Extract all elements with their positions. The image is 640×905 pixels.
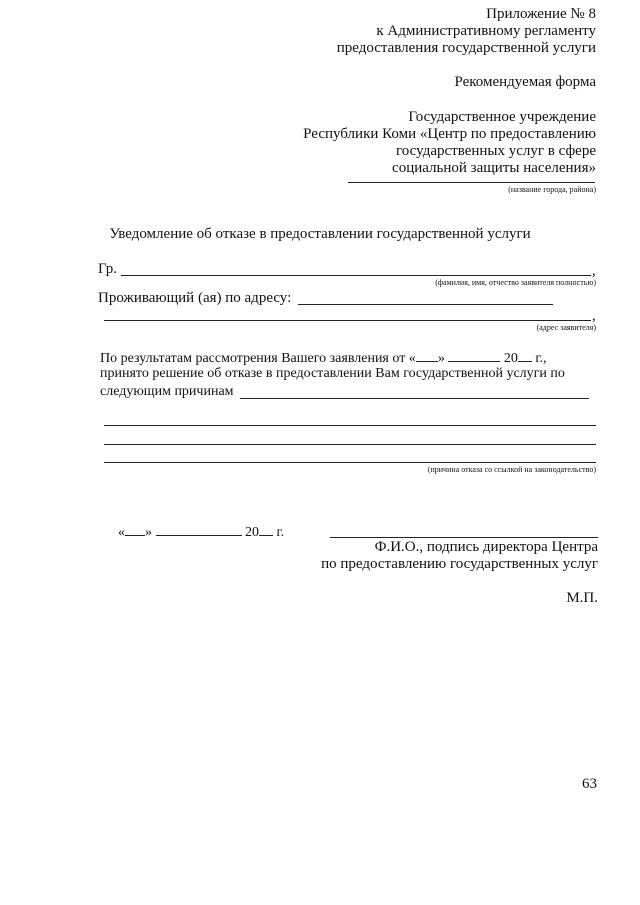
reason-line-4 [104, 462, 596, 463]
regulation-line-1: к Административному регламенту [376, 23, 596, 39]
seal-label: М.П. [566, 590, 598, 606]
citizen-label: Гр. [98, 261, 117, 277]
director-center-label: по предоставлению государственных услуг [321, 556, 598, 572]
body-line-3-label: следующим причинам [100, 384, 234, 399]
month-field [448, 349, 500, 362]
signature-line [330, 537, 598, 538]
signature-year-field [259, 523, 273, 536]
address-line-2 [104, 320, 591, 321]
appendix-number: Приложение № 8 [486, 6, 596, 22]
date-open-quote: « [118, 525, 125, 540]
institution-line-1: Государственное учреждение [408, 109, 596, 125]
director-fio-label: Ф.И.О., подпись директора Центра [374, 539, 598, 555]
year-field [518, 349, 532, 362]
signature-year-prefix: 20 [245, 525, 259, 540]
city-district-line [348, 182, 595, 183]
body-line-2: принято решение об отказе в предоставлении Вам государственной услуги по [100, 366, 565, 381]
citizen-comma: , [592, 263, 596, 279]
reason-line-1 [240, 398, 589, 399]
institution-line-3: государственных услуг в сфере [396, 143, 596, 159]
body-line-1-close: » [437, 351, 445, 366]
signature-month-field [156, 523, 242, 536]
regulation-line-2: предоставления государственной услуги [336, 40, 596, 56]
city-district-caption: (название города, района) [508, 185, 596, 194]
reason-line-3 [104, 444, 596, 445]
address-line-1 [298, 304, 553, 305]
signature-year-g: г. [276, 525, 285, 540]
address-caption: (адрес заявителя) [536, 323, 596, 332]
day-field [416, 349, 438, 362]
address-comma: , [592, 308, 596, 324]
body-year-suffix: г., [535, 351, 547, 366]
institution-line-2: Республики Коми «Центр по предоставлению [303, 126, 596, 142]
signature-date [118, 523, 284, 541]
reason-line-2 [104, 425, 596, 426]
citizen-name-line [121, 275, 591, 276]
form-type-label: Рекомендуемая форма [454, 74, 596, 90]
body-line-1-text: По результатам рассмотрения Вашего заявления от « [100, 351, 416, 366]
address-label: Проживающий (ая) по адресу: [98, 290, 292, 306]
body-year-prefix: 20 [503, 351, 518, 366]
institution-line-4: социальной защиты населения» [392, 160, 596, 176]
citizen-caption: (фамилия, имя, отчество заявителя полностью) [435, 278, 596, 287]
page-number: 63 [582, 776, 597, 792]
signature-day-field [125, 523, 145, 536]
reason-caption: (причина отказа со ссылкой на законодательство) [427, 465, 596, 474]
date-close-quote: » [145, 525, 152, 540]
notice-title: Уведомление об отказе в предоставлении государственной услуги [109, 226, 531, 242]
body-line-1 [100, 349, 546, 367]
